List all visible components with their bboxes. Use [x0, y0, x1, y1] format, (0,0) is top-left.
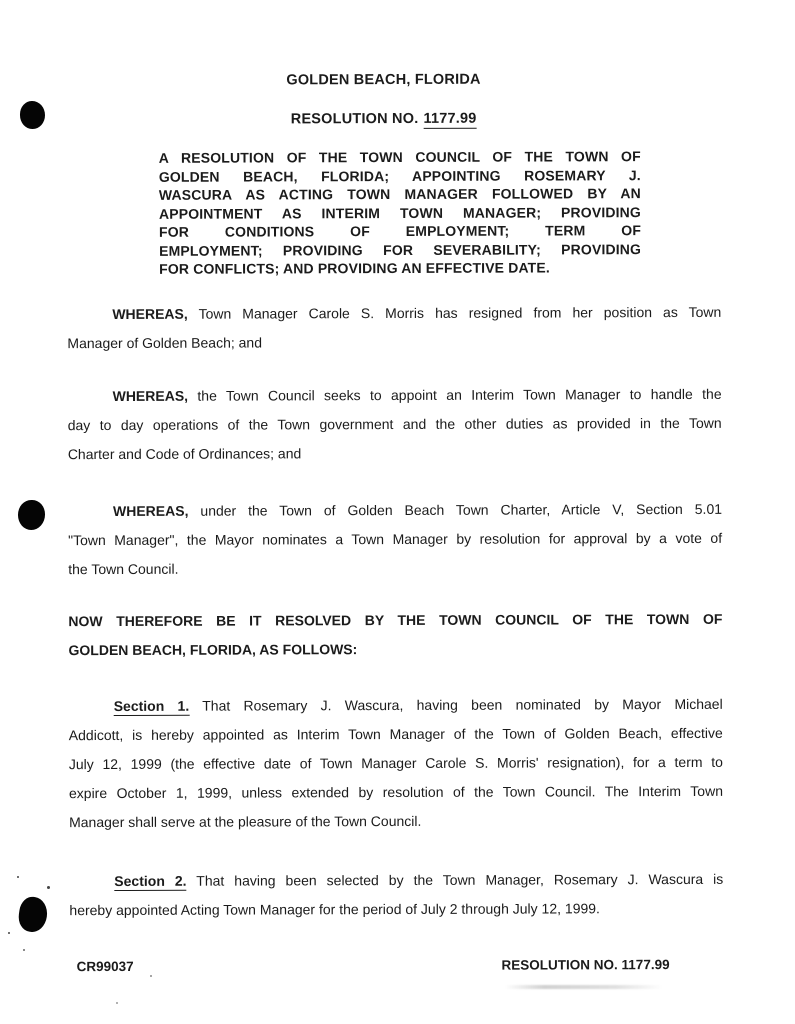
page-footer [70, 957, 724, 974]
paragraph-text: Town Manager Carole S. Morris has resigned from her position as Town [198, 303, 722, 322]
paragraph-line: NOW THEREFORE BE IT RESOLVED BY THE TOWN COUNCIL OF THE TOWN OF [68, 610, 723, 630]
resolved-clause [68, 605, 722, 665]
section-2-paragraph [69, 865, 723, 925]
resolution-number-value: 1177.99 [423, 110, 477, 127]
whereas-keyword: WHEREAS, [112, 305, 188, 322]
paragraph-line: Manager shall serve at the pleasure of the Town Council. [69, 812, 422, 831]
whereas-keyword: WHEREAS, [112, 502, 189, 519]
paragraph-line [69, 690, 723, 721]
paragraph-line: "Town Manager", the Mayor nominates a Town Manager by resolution for approval by a vote of [68, 529, 723, 549]
paragraph-line: expire October 1, 1999, unless extended by resolution of the Town Council. The Interim Town [68, 782, 724, 802]
summary-line: GOLDEN BEACH, FLORIDA; APPOINTING ROSEMARY J. [158, 166, 641, 185]
whereas-clause-3 [68, 495, 722, 584]
paragraph-text: That Rosemary J. Wascura, having been nominated by Mayor Michael [202, 695, 723, 714]
summary-line: WASCURA AS ACTING TOWN MANAGER FOLLOWED BY AN [158, 185, 641, 203]
resolution-summary-block [159, 147, 641, 278]
paragraph-text: under the Town of Golden Beach Town Charter, Article V, Section 5.01 [200, 500, 723, 519]
paragraph-line: hereby appointed Acting Town Manager for the period of July 2 through July 12, 1999. [69, 900, 600, 919]
resolution-number-heading [57, 110, 711, 129]
town-name-heading: GOLDEN BEACH, FLORIDA [286, 71, 481, 89]
paragraph-line: Charter and Code of Ordinances; and [67, 445, 302, 463]
summary-line: FOR CONDITIONS OF EMPLOYMENT; TERM OF [158, 222, 642, 240]
paragraph-line [68, 495, 722, 526]
whereas-keyword: WHEREAS, [112, 387, 189, 404]
paragraph-line: July 12, 1999 (the effective date of Town Manager Carole S. Morris' resignation), for a term to [68, 753, 723, 773]
paragraph-line: the Town Council. [68, 560, 179, 578]
paragraph-text: That having been selected by the Town Manager, Rosemary J. Wascura is [196, 870, 724, 889]
whereas-clause-1 [67, 298, 721, 358]
section-1-label: Section 1. [113, 697, 190, 714]
resolution-number-label: RESOLUTION NO. [290, 110, 419, 128]
paragraph-line [68, 380, 722, 411]
paragraph-line [67, 298, 721, 329]
paragraph-line: Addicott, is hereby appointed as Interim Town Manager of the Town of Golden Beach, effective [68, 724, 723, 744]
whereas-clause-2 [68, 380, 722, 469]
paragraph-line: GOLDEN BEACH, FLORIDA, AS FOLLOWS: [68, 641, 358, 659]
section-1-paragraph [69, 690, 724, 837]
paragraph-line [69, 865, 723, 896]
summary-line: A RESOLUTION OF THE TOWN COUNCIL OF THE TOWN OF [158, 148, 641, 166]
summary-line: FOR CONFLICTS; AND PROVIDING AN EFFECTIVE DATE. [159, 259, 550, 277]
summary-line: APPOINTMENT AS INTERIM TOWN MANAGER; PROVIDING [158, 203, 641, 222]
paragraph-line: Manager of Golden Beach; and [67, 334, 263, 352]
section-2-label: Section 2. [114, 872, 187, 889]
paragraph-line: day to day operations of the Town government and the other duties as provided in the Town [67, 414, 722, 434]
footer-document-code: CR99037 [76, 958, 134, 975]
paragraph-text: the Town Council seeks to appoint an Interim Town Manager to handle the [197, 385, 722, 404]
footer-resolution-number: RESOLUTION NO. 1177.99 [501, 957, 670, 973]
summary-line: EMPLOYMENT; PROVIDING FOR SEVERABILITY; PROVIDING [159, 240, 642, 259]
